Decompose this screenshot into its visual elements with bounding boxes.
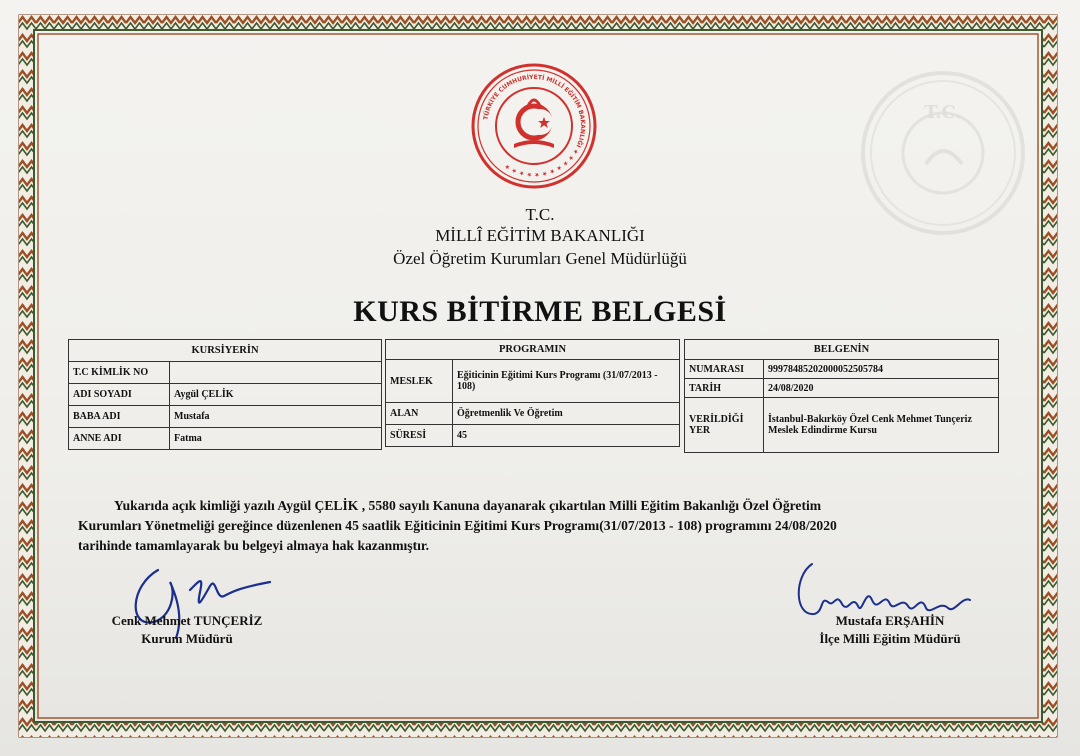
profession-value: Eğiticinin Eğitimi Kurs Programı (31/07/2013 - 108)	[453, 360, 680, 403]
father-name-value: Mustafa	[170, 406, 382, 428]
date-label: TARİH	[685, 379, 764, 398]
certificate-info-table	[684, 339, 999, 453]
program-table	[385, 339, 680, 447]
statement-line-3: tarihinde tamamlayarak bu belgeyi almaya hak kazanmıştır.	[78, 538, 430, 553]
header-tc: T.C.	[525, 205, 555, 224]
mother-name-label: ANNE ADI	[69, 428, 170, 450]
signer-2-name: Mustafa ERŞAHİN	[835, 613, 945, 628]
table-row	[685, 360, 999, 379]
field-label: ALAN	[386, 403, 453, 425]
certificate-title: KURS BİTİRME BELGESİ	[353, 295, 727, 328]
issued-place-value: İstanbul-Bakırköy Özel Cenk Mehmet Tunçeriz Meslek Edindirme Kursu	[764, 398, 999, 453]
signer-2-title: İlçe Milli Eğitim Müdürü	[819, 631, 961, 646]
duration-value: 45	[453, 425, 680, 447]
table-row	[685, 398, 999, 453]
table-row	[386, 360, 680, 403]
tc-id-value	[170, 362, 382, 384]
table-row	[386, 425, 680, 447]
tc-id-label: T.C KİMLİK NO	[69, 362, 170, 384]
name-value: Aygül ÇELİK	[170, 384, 382, 406]
profession-label: MESLEK	[386, 360, 453, 403]
number-value: 99978485202000052505784	[764, 360, 999, 379]
trainee-heading: KURSİYERİN	[69, 340, 382, 362]
table-row	[386, 403, 680, 425]
statement-line-1: Yukarıda açık kimliği yazılı Aygül ÇELİK , 5580 sayılı Kanuna dayanarak çıkartılan Milli Eğitim Bakanlığı Özel Öğretim	[114, 498, 822, 513]
table-row	[69, 362, 382, 384]
svg-text:TÜRKİYE CUMHURİYETİ MİLLÎ EĞİT: TÜRKİYE CUMHURİYETİ MİLLÎ EĞİTİM BAKANLIĞI ★ ★ ★ ★ ★ ★ ★ ★ ★ ★ ★	[482, 73, 587, 179]
ministry-seal-logo	[470, 62, 598, 190]
issued-place-label: VERİLDİĞİ YER	[685, 398, 764, 453]
table-row	[69, 428, 382, 450]
header-directorate: Özel Öğretim Kurumları Genel Müdürlüğü	[393, 249, 687, 268]
program-heading: PROGRAMIN	[386, 340, 680, 360]
certificate-heading: BELGENİN	[685, 340, 999, 360]
trainee-table	[68, 339, 382, 450]
table-row	[69, 406, 382, 428]
table-row	[69, 384, 382, 406]
father-name-label: BABA ADI	[69, 406, 170, 428]
signature-block-1	[82, 612, 292, 648]
signature-block-2	[790, 612, 990, 648]
header-ministry: MİLLÎ EĞİTİM BAKANLIĞI	[435, 226, 645, 245]
field-value: Öğretmenlik Ve Öğretim	[453, 403, 680, 425]
date-value: 24/08/2020	[764, 379, 999, 398]
mother-name-value: Fatma	[170, 428, 382, 450]
statement-line-2: Kurumları Yönetmeliği gereğince düzenlenen 45 saatlik Eğiticinin Eğitimi Kurs Programı(31/07/2013 - 108) programını 24/08/2020	[78, 518, 837, 533]
table-row	[685, 379, 999, 398]
svg-text:T.C.: T.C.	[924, 102, 962, 123]
duration-label: SÜRESİ	[386, 425, 453, 447]
name-label: ADI SOYADI	[69, 384, 170, 406]
signer-1-title: Kurum Müdürü	[141, 631, 233, 646]
number-label: NUMARASI	[685, 360, 764, 379]
certificate-statement	[78, 496, 1008, 556]
signer-1-name: Cenk Mehmet TUNÇERİZ	[111, 613, 263, 628]
